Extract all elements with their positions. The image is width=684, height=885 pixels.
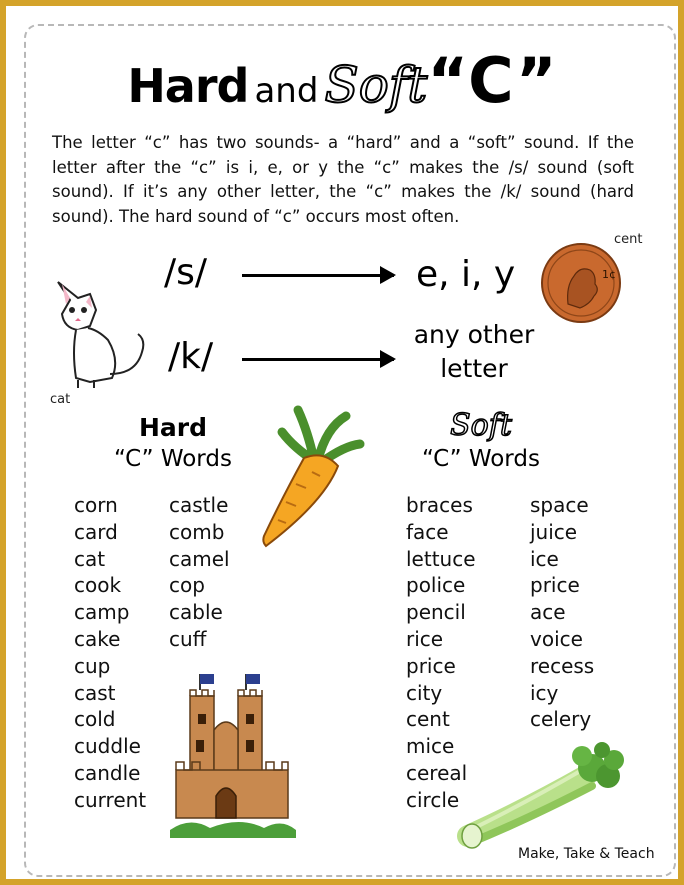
- soft-words-column-2: [530, 492, 594, 733]
- list-item: ace: [530, 600, 566, 625]
- list-item: castle: [169, 493, 229, 517]
- hard-words-column-1: [74, 492, 146, 814]
- credit-text: Make, Take & Teach: [518, 846, 655, 862]
- soft-heading-title: Soft: [450, 408, 512, 443]
- penny-icon: [540, 242, 622, 324]
- list-item: juice: [530, 519, 578, 544]
- list-item: city: [406, 680, 443, 705]
- soft-target: e, i, y: [416, 254, 516, 295]
- hard-heading-sub: “C” Words: [114, 446, 232, 472]
- title-soft: Soft: [324, 56, 428, 114]
- list-item: ice: [530, 546, 559, 571]
- list-item: cast: [74, 680, 116, 705]
- list-item: candle: [74, 760, 141, 785]
- carrot-icon: [252, 402, 374, 552]
- list-item: camel: [169, 546, 230, 571]
- list-item: corn: [74, 493, 118, 517]
- soft-sound-label: /s/: [164, 252, 208, 293]
- castle-icon: [170, 670, 298, 840]
- worksheet-page: [6, 6, 678, 879]
- cat-icon: [50, 274, 150, 392]
- list-item: current: [74, 787, 147, 812]
- list-item: lettuce: [406, 546, 476, 571]
- title-hard: Hard: [127, 59, 249, 113]
- hard-sound-label: /k/: [168, 336, 214, 377]
- list-item: celery: [530, 707, 592, 732]
- list-item: price: [406, 653, 456, 678]
- list-item: cat: [74, 546, 106, 571]
- soft-arrow: [242, 274, 394, 277]
- list-item: circle: [406, 787, 460, 812]
- title-and: and: [254, 71, 319, 111]
- list-item: cake: [74, 626, 121, 651]
- hard-target: [404, 318, 544, 386]
- list-item: recess: [530, 653, 595, 678]
- list-item: cuff: [169, 626, 207, 651]
- list-item: cereal: [406, 760, 468, 785]
- list-item: comb: [169, 519, 225, 544]
- list-item: space: [530, 493, 589, 517]
- list-item: cup: [74, 653, 111, 678]
- list-item: card: [74, 519, 118, 544]
- list-item: face: [406, 519, 449, 544]
- hard-heading-title: Hard: [138, 413, 208, 442]
- hard-target-line2: letter: [440, 354, 508, 383]
- list-item: pencil: [406, 600, 466, 625]
- list-item: voice: [530, 626, 583, 651]
- list-item: camp: [74, 600, 130, 625]
- list-item: cable: [169, 600, 223, 625]
- hard-words-column-2: [169, 492, 230, 653]
- list-item: cold: [74, 707, 116, 732]
- soft-heading-sub: “C” Words: [422, 446, 540, 472]
- cent-label: cent: [614, 232, 643, 247]
- hard-heading: [90, 412, 256, 474]
- list-item: police: [406, 573, 466, 598]
- list-item: braces: [406, 493, 473, 517]
- list-item: icy: [530, 680, 559, 705]
- list-item: price: [530, 573, 580, 598]
- cat-label: cat: [50, 392, 71, 407]
- hard-target-line1: any other: [413, 320, 535, 349]
- celery-icon: [462, 746, 632, 850]
- list-item: mice: [406, 734, 455, 759]
- hard-arrow: [242, 358, 394, 361]
- list-item: cuddle: [74, 734, 141, 759]
- penny-value: 1¢: [602, 268, 616, 281]
- soft-heading: [408, 408, 554, 474]
- list-item: cop: [169, 573, 205, 598]
- intro-paragraph: The letter “c” has two sounds- a “hard” and a “soft” sound. If the letter after the “c” is i, e, or y the “c” makes the /s/ sound (soft sound). If it’s any other letter, the “c” makes the /k/ sound (hard sound). The hard sound of “c” occurs most often.: [52, 133, 634, 226]
- title-c: “C”: [427, 44, 557, 117]
- list-item: rice: [406, 626, 444, 651]
- page-title: [6, 44, 678, 117]
- list-item: cent: [406, 707, 450, 732]
- list-item: cook: [74, 573, 122, 598]
